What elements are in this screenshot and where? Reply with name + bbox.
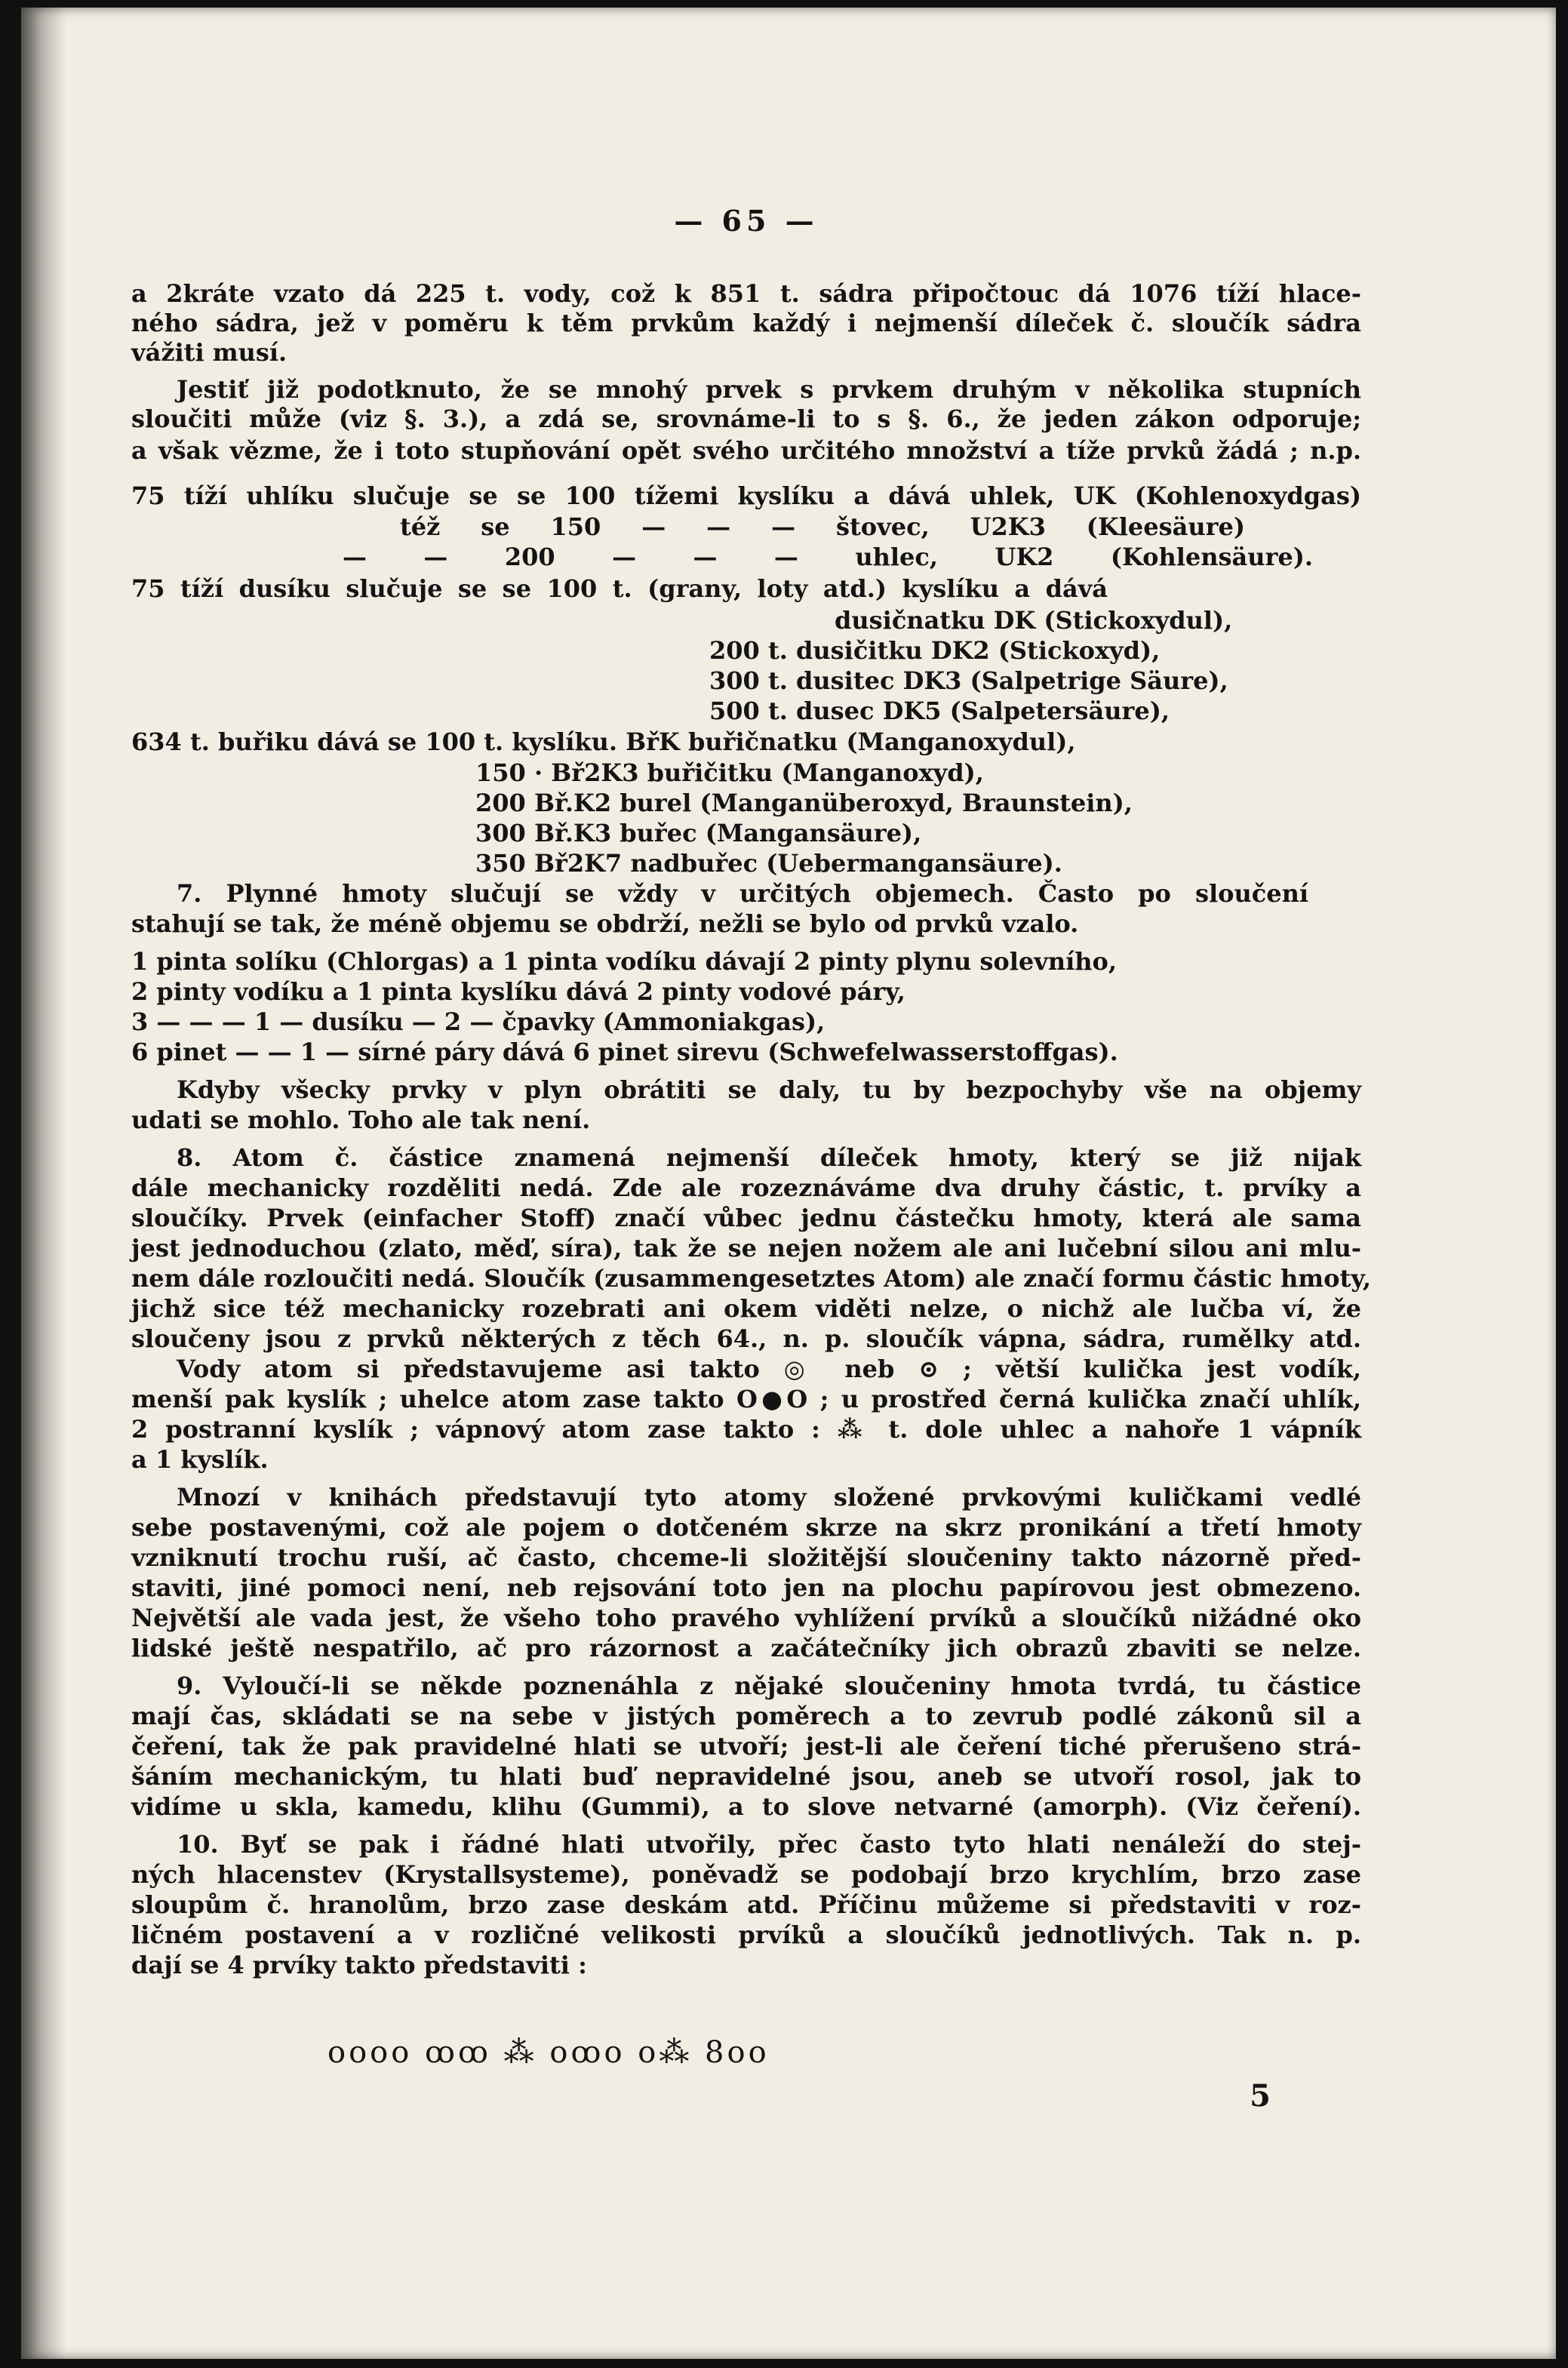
text-line: 350 Bř2K7 nadbuřec (Uebermangansäure). bbox=[475, 849, 1062, 878]
text-line: Kdyby všecky prvky v plyn obrátiti se daly, tu by bezpochyby vše na objemy bbox=[177, 1075, 1361, 1104]
text-line: 200 Bř.K2 burel (Manganüberoxyd, Braunstein), bbox=[475, 789, 1133, 817]
text-line: Mnozí v knihách představují tyto atomy složené prvkovými kuličkami vedlé bbox=[177, 1483, 1361, 1512]
text-line: čeření, tak že pak pravidelné hlati se utvoří; jest-li ale čeření tiché přerušeno strá- bbox=[131, 1732, 1361, 1761]
text-line: 9. Vyloučí-li se někde poznenáhla z nějaké sloučeniny hmota tvrdá, tu částice bbox=[177, 1671, 1361, 1700]
text-line: 634 t. buřiku dává se 100 t. kyslíku. BřK buřičnatku (Manganoxydul), bbox=[131, 727, 1076, 756]
text-line: a 2kráte vzato dá 225 t. vody, což k 851 t. sádra připočtouc dá 1076 tíží hlace- bbox=[131, 279, 1361, 308]
text-line: sloučiti může (viz §. 3.), a zdá se, srovnáme-li to s §. 6., že jeden zákon odporuje; bbox=[131, 404, 1361, 433]
spine-shadow bbox=[21, 8, 66, 2359]
text-line: — — 200 — — — uhlec, UK2 (Kohlensäure). bbox=[343, 543, 1313, 571]
text-line: 10. Byť se pak i řádné hlati utvořily, přec často tyto hlati nenáleží do stej- bbox=[177, 1830, 1361, 1859]
atom-figures: oooo ꝏꝏ ⁂ oꝏo o⁂ 8oo bbox=[327, 2035, 770, 2070]
text-line: mají čas, skládati se na sebe v jistých poměrech a to zevrub podlé zákonů sil a bbox=[131, 1702, 1361, 1730]
text-line: dusičnatku DK (Stickoxydul), bbox=[835, 606, 1233, 635]
text-line: vidíme u skla, kamedu, klihu (Gummi), a to slove netvarné (amorph). (Viz čeření). bbox=[131, 1792, 1361, 1821]
text-line: Největší ale vada jest, že všeho toho pravého vyhlížení prvíků a sloučíků nižádné oko bbox=[131, 1604, 1361, 1632]
text-line: 6 pinet — — 1 — sírné páry dává 6 pinet sirevu (Schwefelwasserstoffgas). bbox=[131, 1038, 1118, 1066]
text-block bbox=[131, 8, 1371, 2359]
text-line: ných hlacenstev (Krystallsysteme), poněvadž se podobají brzo krychlím, brzo zase bbox=[131, 1860, 1361, 1889]
text-line: též se 150 — — — štovec, U2K3 (Kleesäure) bbox=[400, 512, 1245, 541]
text-line: ného sádra, jež v poměru k těm prvkům každý i nejmenší díleček č. sloučík sádra bbox=[131, 309, 1361, 337]
text-line: vzniknutí trochu ruší, ač často, chceme-li složitější sloučeniny takto názorně před- bbox=[131, 1543, 1361, 1572]
text-line: 75 tíží dusíku slučuje se se 100 t. (grany, loty atd.) kyslíku a dává bbox=[131, 574, 1108, 603]
signature-mark: 5 bbox=[1250, 2078, 1271, 2114]
text-line: 3 — — — 1 — dusíku — 2 — čpavky (Ammoniakgas), bbox=[131, 1007, 826, 1036]
text-line: udati se mohlo. Toho ale tak není. bbox=[131, 1106, 591, 1134]
text-line: 2 postranní kyslík ; vápnový atom zase takto : ⁂ t. dole uhlec a nahoře 1 vápník bbox=[131, 1415, 1361, 1444]
text-line: 8. Atom č. částice znamená nejmenší díleček hmoty, který se již nijak bbox=[177, 1143, 1361, 1172]
text-line: sloučeny jsou z prvků některých z těch 64., n. p. sloučík vápna, sádra, rumělky atd. bbox=[131, 1324, 1361, 1353]
text-line: jichž sice též mechanicky rozebrati ani okem viděti nelze, o nichž ale lučba ví, že bbox=[131, 1294, 1361, 1323]
text-line: dají se 4 prvíky takto představiti : bbox=[131, 1951, 587, 1979]
text-line: lidské ještě nespatřilo, ač pro rázornost a začátečníky jich obrazů zbaviti se nelze. bbox=[131, 1634, 1361, 1662]
page-sheet bbox=[21, 8, 1556, 2359]
text-line: 500 t. dusec DK5 (Salpetersäure), bbox=[709, 697, 1170, 725]
text-line: a však vězme, že i toto stupňování opět svého určitého množství a tíže prvků žádá ; n.p. bbox=[131, 436, 1361, 465]
text-line: ličném postavení a v rozličné velikosti prvíků a sloučíků jednotlivých. Tak n. p. bbox=[131, 1921, 1361, 1949]
text-line: 2 pinty vodíku a 1 pinta kyslíku dává 2 pinty vodové páry, bbox=[131, 977, 905, 1006]
text-line: nem dále rozloučiti nedá. Sloučík (zusammengesetztes Atom) ale značí formu částic hmoty, bbox=[131, 1264, 1371, 1293]
text-line: vážiti musí. bbox=[131, 338, 287, 367]
text-line: 300 t. dusitec DK3 (Salpetrige Säure), bbox=[709, 666, 1228, 695]
text-line: jest jednoduchou (zlato, měď, síra), tak že se nejen nožem ale ani lučební silou ani mlu- bbox=[131, 1234, 1361, 1262]
text-line: 7. Plynné hmoty slučují se vždy v určitých objemech. Často po sloučení bbox=[177, 879, 1308, 908]
page-number: — 65 — bbox=[674, 204, 819, 238]
text-line: 200 t. dusičitku DK2 (Stickoxyd), bbox=[709, 636, 1161, 665]
text-line: a 1 kyslík. bbox=[131, 1445, 269, 1474]
text-line: 150 · Bř2K3 buřičitku (Manganoxyd), bbox=[475, 758, 984, 787]
text-line: Jestiť již podotknuto, že se mnohý prvek s prvkem druhým v několika stupních bbox=[177, 375, 1361, 404]
text-line: stahují se tak, že méně objemu se obdrží, nežli se bylo od prvků vzalo. bbox=[131, 909, 1079, 938]
text-line: menší pak kyslík ; uhelce atom zase takto O●O ; u prostřed černá kulička značí uhlík, bbox=[131, 1385, 1361, 1413]
text-line: Vody atom si představujeme asi takto ◎ neb ⊙ ; větší kulička jest vodík, bbox=[177, 1355, 1361, 1383]
text-line: sloučíky. Prvek (einfacher Stoff) značí vůbec jednu částečku hmoty, která ale sama bbox=[131, 1204, 1361, 1232]
text-line: sloupům č. hranolům, brzo zase deskám atd. Příčinu můžeme si představiti v roz- bbox=[131, 1890, 1361, 1919]
text-line: 75 tíží uhlíku slučuje se se 100 tížemi kyslíku a dává uhlek, UK (Kohlenoxydgas) bbox=[131, 481, 1361, 510]
text-line: šáním mechanickým, tu hlati buď nepravidelné jsou, aneb se utvoří rosol, jak to bbox=[131, 1762, 1361, 1791]
text-line: sebe postavenými, což ale pojem o dotčeném skrze na skrz pronikání a třetí hmoty bbox=[131, 1513, 1361, 1542]
text-line: 300 Bř.K3 buřec (Mangansäure), bbox=[475, 819, 922, 847]
text-line: dále mechanicky rozděliti nedá. Zde ale rozeznáváme dva druhy částic, t. prvíky a bbox=[131, 1173, 1361, 1202]
text-line: 1 pinta solíku (Chlorgas) a 1 pinta vodíku dávají 2 pinty plynu solevního, bbox=[131, 947, 1117, 976]
text-line: staviti, jiné pomoci není, neb rejsování toto jen na plochu papírovou jest obmezeno. bbox=[131, 1573, 1361, 1602]
